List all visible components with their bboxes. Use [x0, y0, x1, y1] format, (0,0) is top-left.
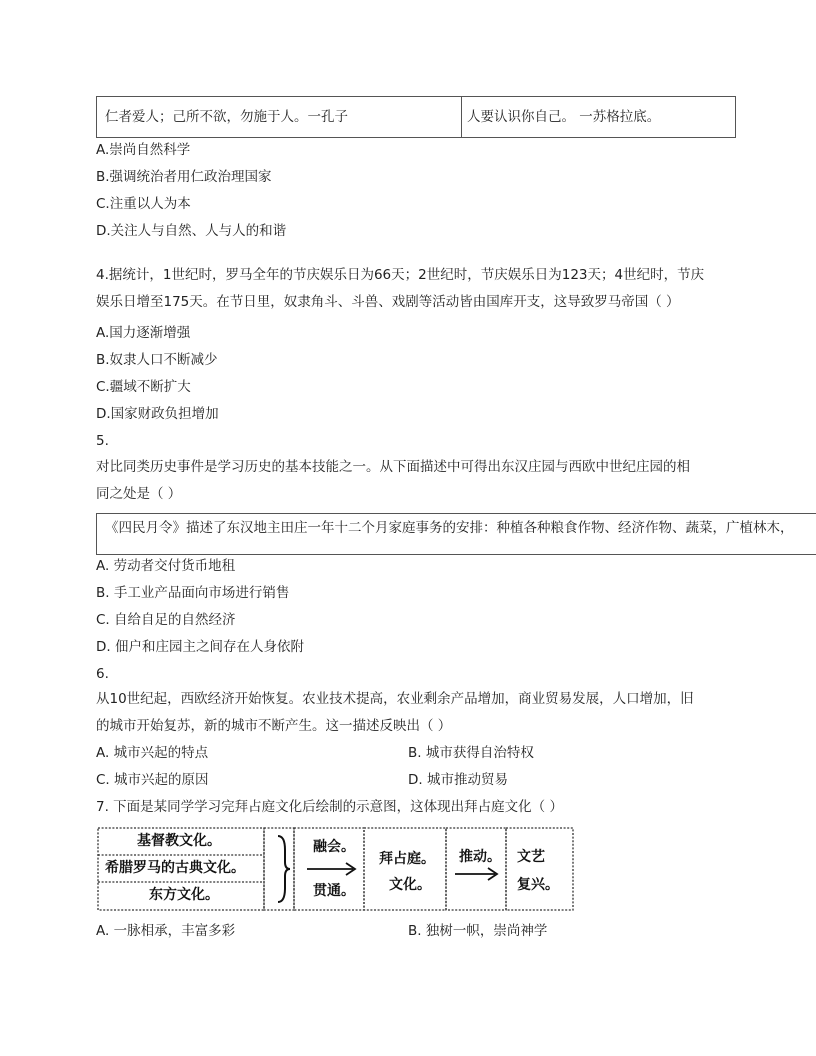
q7-stem: 7. 下面是某同学学习完拜占庭文化后绘制的示意图，这体现出拜占庭文化（ ） — [96, 799, 563, 815]
q4-stem-line1: 4.据统计，1世纪时，罗马全年的节庆娱乐日为66天；2世纪时，节庆娱乐日为123天；4世纪时，节庆 — [96, 267, 705, 283]
q3-option-d[interactable]: D.关注人与自然、人与人的和谐 — [96, 223, 287, 239]
q5-quote-box — [96, 513, 816, 555]
merge-label-bottom: 贯通。 — [313, 883, 355, 899]
q5-stem-line1: 对比同类历史事件是学习历史的基本技能之一。从下面描述中可得出东汉庄园与西欧中世纪庄园的相 — [96, 459, 690, 475]
byzantine-culture-line2: 文化。 — [389, 877, 431, 893]
merge-label-top: 融会。 — [313, 839, 355, 855]
q7-option-a[interactable]: A. 一脉相承，丰富多彩 — [96, 923, 236, 939]
quote-table — [96, 96, 736, 138]
q6-option-d[interactable]: D. 城市推动贸易 — [408, 772, 508, 788]
q4-stem-line2: 娱乐日增至175天。在节日里，奴隶角斗、斗兽、戏剧等活动皆由国库开支，这导致罗马帝国（ ） — [96, 294, 680, 310]
q4-option-d[interactable]: D.国家财政负担增加 — [96, 406, 219, 422]
byzantine-culture-diagram — [97, 826, 575, 912]
q5-option-c[interactable]: C. 自给自足的自然经济 — [96, 612, 236, 628]
q6-option-a[interactable]: A. 城市兴起的特点 — [96, 745, 209, 761]
q5-option-b[interactable]: B. 手工业产品面向市场进行销售 — [96, 585, 290, 601]
q5-quote-text: 《四民月令》描述了东汉地主田庄一年十二个月家庭事务的安排：种植各种粮食作物、经济作物、蔬菜，广植林木， — [105, 520, 794, 536]
table-divider — [461, 97, 462, 137]
push-label: 推动。 — [459, 849, 501, 865]
q6-stem-line2: 的城市开始复苏，新的城市不断产生。这一描述反映出（ ） — [96, 718, 452, 734]
renaissance-line2: 复兴。 — [517, 877, 559, 893]
q4-option-b[interactable]: B.奴隶人口不断减少 — [96, 352, 218, 368]
q6-number: 6. — [96, 666, 109, 682]
q3-option-a[interactable]: A.崇尚自然科学 — [96, 142, 191, 158]
source-christian-culture: 基督教文化。 — [137, 833, 221, 849]
q5-option-a[interactable]: A. 劳动者交付货币地租 — [96, 558, 236, 574]
q4-option-a[interactable]: A.国力逐渐增强 — [96, 325, 191, 341]
source-greco-roman-culture: 希腊罗马的古典文化。 — [105, 860, 245, 876]
q3-option-c[interactable]: C.注重以人为本 — [96, 196, 191, 212]
source-eastern-culture: 东方文化。 — [149, 887, 219, 903]
q4-option-c[interactable]: C.疆域不断扩大 — [96, 379, 191, 395]
q6-stem-line1: 从10世纪起，西欧经济开始恢复。农业技术提高，农业剩余产品增加，商业贸易发展，人口增加，旧 — [96, 691, 694, 707]
q5-option-d[interactable]: D. 佃户和庄园主之间存在人身依附 — [96, 639, 304, 655]
q5-number: 5. — [96, 433, 109, 449]
byzantine-culture-line1: 拜占庭。 — [379, 851, 435, 867]
socrates-quote: 人要认识你自己。 一苏格拉底。 — [467, 109, 661, 125]
q7-option-b[interactable]: B. 独树一帜，崇尚神学 — [408, 923, 548, 939]
q6-option-b[interactable]: B. 城市获得自治特权 — [408, 745, 534, 761]
confucius-quote: 仁者爱人；己所不欲，勿施于人。一孔子 — [105, 109, 348, 125]
q6-option-c[interactable]: C. 城市兴起的原因 — [96, 772, 209, 788]
q5-stem-line2: 同之处是（ ） — [96, 486, 182, 502]
q3-option-b[interactable]: B.强调统治者用仁政治理国家 — [96, 169, 272, 185]
renaissance-line1: 文艺 — [517, 849, 545, 865]
